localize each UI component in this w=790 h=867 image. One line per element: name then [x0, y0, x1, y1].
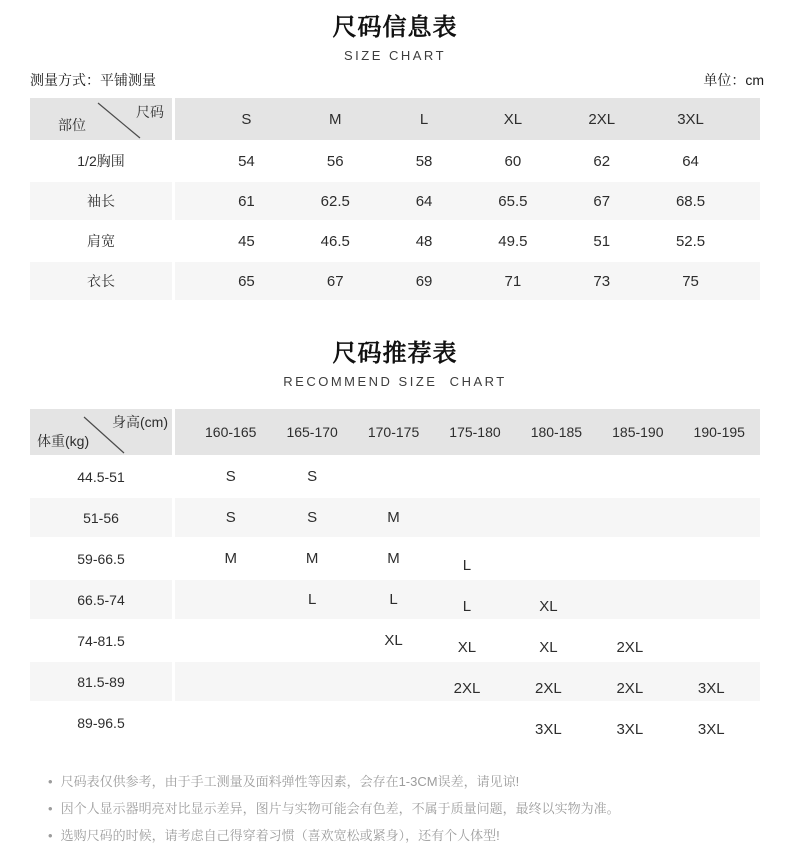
- weight-row-label: 59-66.5: [30, 539, 172, 580]
- size-chart-subtitle: SIZE CHART: [343, 48, 447, 63]
- size-cell: 3XL: [616, 721, 644, 738]
- data-cell: 45: [238, 232, 255, 250]
- size-cell: S: [307, 468, 318, 485]
- table-row-chest: [30, 142, 760, 182]
- row-cells: [175, 142, 760, 182]
- table-row-length: [30, 262, 760, 302]
- size-cell: [426, 505, 507, 544]
- size-cell: [353, 703, 434, 742]
- row-cells: [175, 621, 760, 662]
- size-cell: 2XL: [535, 680, 562, 697]
- size-cell: M: [305, 550, 319, 567]
- column-header-s: S: [241, 110, 252, 128]
- size-cell: [508, 546, 589, 585]
- size-cell: [190, 580, 271, 619]
- size-cell: S: [225, 468, 236, 485]
- weight-row-label: 51-56: [30, 498, 172, 539]
- note-line: [48, 768, 770, 795]
- size-cell: S: [225, 509, 236, 526]
- data-cell: 65: [238, 272, 255, 290]
- size-cell: 2XL: [453, 680, 481, 697]
- size-cell: L: [462, 557, 472, 574]
- row-cells: [175, 662, 760, 703]
- row-cells: [175, 580, 760, 621]
- row-cells: [175, 703, 760, 744]
- row-cells: [175, 498, 760, 539]
- data-cell: 69: [415, 272, 433, 290]
- size-cell: [271, 662, 352, 701]
- size-cell: S: [307, 509, 318, 526]
- size-cell: [671, 587, 752, 626]
- recommend-row: [30, 539, 760, 580]
- note-text: 选购尺码的时候，请考虑自己得穿着习惯（喜欢宽松或紧身），还有个人体型!: [60, 828, 500, 843]
- row-cells: [175, 262, 760, 302]
- row-cells: [175, 539, 760, 580]
- data-cell: 64: [682, 152, 699, 170]
- size-cell: [271, 621, 352, 660]
- size-cell: [353, 662, 434, 701]
- size-cell: [190, 662, 271, 701]
- size-cell: M: [224, 550, 237, 567]
- height-column-header: 175-180: [449, 424, 501, 440]
- data-cell: 56: [326, 152, 344, 170]
- weight-row-label: 66.5-74: [30, 580, 172, 621]
- note-text: 尺码表仅供参考，由于手工测量及面料弹性等因素，会存在1-3CM误差，请见谅!: [60, 774, 520, 789]
- recommend-header-row: [30, 409, 760, 457]
- column-header-m: M: [328, 110, 342, 128]
- data-cell: 62.5: [320, 192, 350, 210]
- size-cell: 2XL: [616, 680, 644, 697]
- weight-row-label: 74-81.5: [30, 621, 172, 662]
- note-line: [48, 795, 770, 822]
- data-cell: 64: [415, 192, 433, 210]
- row-label: 1/2胸围: [30, 142, 172, 182]
- size-cell: XL: [384, 632, 403, 649]
- data-cell: 73: [593, 272, 611, 290]
- size-chart-header-row: [30, 98, 760, 142]
- data-cell: 62: [593, 152, 611, 170]
- recommend-row: [30, 703, 760, 744]
- column-header-2xl: 2XL: [588, 110, 616, 128]
- row-label: 袖长: [30, 182, 172, 222]
- recommend-row: [30, 580, 760, 621]
- size-cell: [671, 628, 752, 667]
- size-cell: [589, 464, 670, 503]
- row-cells: [175, 222, 760, 262]
- bullet-icon: •: [48, 828, 53, 843]
- recommend-header-cells: [175, 409, 760, 457]
- size-cell: [508, 505, 589, 544]
- height-column-header: 180-185: [530, 424, 583, 440]
- data-cell: 61: [238, 192, 255, 210]
- height-column-header: 185-190: [612, 424, 664, 440]
- size-cell: [426, 710, 507, 749]
- column-header-xl: XL: [503, 110, 523, 128]
- data-cell: 49.5: [498, 232, 528, 250]
- recommend-chart-subtitle: RECOMMEND SIZE CHART: [283, 374, 507, 389]
- unit-label: 单位：cm: [703, 72, 764, 88]
- note-line: [48, 822, 770, 849]
- size-cell: XL: [539, 639, 558, 656]
- size-cell: 3XL: [697, 721, 725, 738]
- column-header-3xl: 3XL: [677, 110, 704, 128]
- size-cell: 3XL: [535, 721, 562, 738]
- size-cell: [671, 546, 752, 585]
- corner-label-weight: 体重(kg): [37, 433, 90, 449]
- recommend-chart-title: 尺码推荐表: [332, 340, 458, 367]
- data-cell: 67: [593, 192, 611, 210]
- size-cell: [426, 464, 507, 503]
- size-cell: 2XL: [616, 639, 644, 656]
- weight-row-label: 44.5-51: [30, 457, 172, 498]
- measure-method-label: 测量方式：平铺测量: [30, 72, 156, 88]
- size-chart-header-cells: [175, 98, 760, 142]
- size-cell: [589, 587, 670, 626]
- size-cell: [271, 703, 352, 742]
- table-row-shoulder: [30, 222, 760, 262]
- recommend-row: [30, 457, 760, 498]
- column-header-l: L: [419, 110, 429, 128]
- size-chart-table: [30, 98, 760, 302]
- corner-label-part: 部位: [58, 117, 86, 133]
- height-column-header: 190-195: [693, 424, 745, 440]
- size-cell: [589, 505, 670, 544]
- data-cell: 52.5: [675, 232, 706, 250]
- height-column-header: 170-175: [367, 424, 420, 440]
- weight-row-label: 81.5-89: [30, 662, 172, 703]
- row-label: 肩宽: [30, 222, 172, 262]
- data-cell: 58: [415, 152, 433, 170]
- size-cell: [190, 621, 271, 660]
- note-text: 因个人显示器明亮对比显示差异，图片与实物可能会有色差，不属于质量问题，最终以实物为准。: [60, 801, 620, 816]
- meta-row: [30, 72, 764, 88]
- size-cell: L: [307, 591, 317, 608]
- size-cell: [589, 546, 670, 585]
- data-cell: 68.5: [675, 192, 706, 210]
- row-cells: [175, 457, 760, 498]
- height-column-header: 160-165: [205, 424, 257, 440]
- size-chart-title: 尺码信息表: [332, 14, 458, 41]
- size-cell: M: [387, 509, 400, 526]
- data-cell: 67: [326, 272, 344, 290]
- weight-row-label: 89-96.5: [30, 703, 172, 744]
- size-cell: M: [387, 550, 400, 567]
- size-cell: [353, 457, 434, 496]
- size-cell: XL: [457, 639, 477, 656]
- size-cell: L: [462, 598, 472, 615]
- bullet-icon: •: [48, 774, 53, 789]
- data-cell: 46.5: [320, 232, 350, 250]
- size-cell: [671, 505, 752, 544]
- row-label: 衣长: [30, 262, 172, 302]
- recommend-row: [30, 621, 760, 662]
- data-cell: 60: [504, 152, 522, 170]
- recommend-row: [30, 498, 760, 539]
- recommend-row: [30, 662, 760, 703]
- data-cell: 75: [682, 272, 699, 290]
- size-chart-corner-cell: [30, 98, 172, 142]
- table-row-sleeve: [30, 182, 760, 222]
- corner-label-size: 尺码: [136, 104, 164, 120]
- bullet-icon: •: [48, 801, 53, 816]
- height-column-header: 165-170: [286, 424, 338, 440]
- row-cells: [175, 182, 760, 222]
- data-cell: 51: [593, 232, 611, 250]
- data-cell: 48: [415, 232, 433, 250]
- recommend-corner-cell: [30, 409, 172, 457]
- size-cell: XL: [539, 598, 558, 615]
- notes: [48, 768, 770, 849]
- recommend-chart-table: [30, 409, 760, 744]
- data-cell: 71: [504, 272, 522, 290]
- corner-label-height: 身高(cm): [112, 414, 168, 430]
- size-cell: [508, 464, 589, 503]
- size-cell: [671, 464, 752, 503]
- size-cell: [190, 703, 271, 742]
- size-cell: 3XL: [697, 680, 725, 697]
- data-cell: 54: [238, 152, 255, 170]
- size-cell: L: [389, 591, 398, 608]
- data-cell: 65.5: [498, 192, 528, 210]
